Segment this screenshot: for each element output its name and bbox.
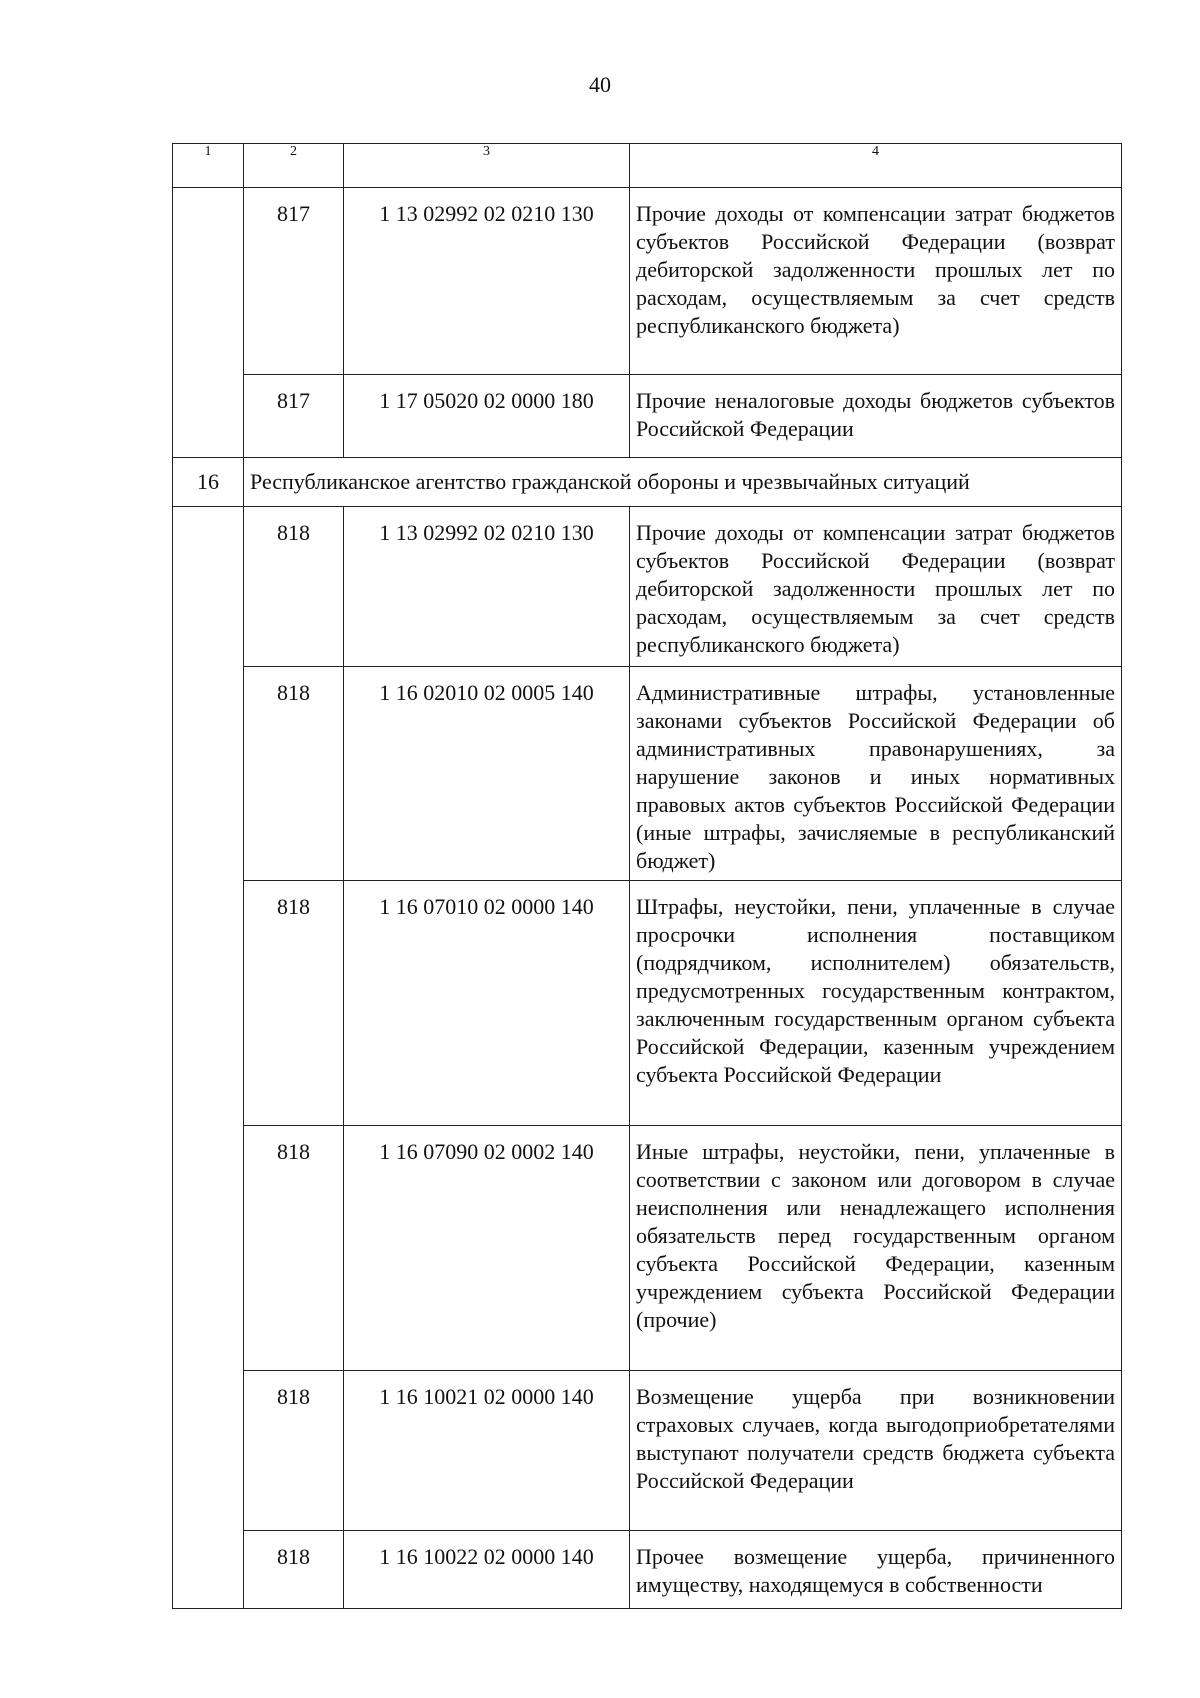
admin-code: 818 xyxy=(244,1371,344,1531)
table-row xyxy=(173,375,1122,458)
revenue-description: Прочие доходы от компенсации затрат бюджетов субъектов Российской Федерации (возврат дебиторской задолженности прошлых лет по расходам, осуществляемым за счет средств республиканского бюджета) xyxy=(630,188,1122,375)
revenue-description: Прочее возмещение ущерба, причиненного имуществу, находящемуся в собственности xyxy=(630,1531,1122,1609)
admin-code: 818 xyxy=(244,1126,344,1371)
revenue-description: Иные штрафы, неустойки, пени, уплаченные в соответствии с законом или договором в случае неисполнения или ненадлежащего исполнения обязательств перед государственным органом субъекта Российской Федерации, казенным учреждением субъекта Российской Федерации (прочие) xyxy=(630,1126,1122,1371)
table-row xyxy=(173,188,1122,375)
table-row xyxy=(173,1126,1122,1371)
revenue-code: 1 16 10021 02 0000 140 xyxy=(344,1371,630,1531)
page-number: 40 xyxy=(589,72,611,97)
table-row xyxy=(173,667,1122,881)
table-row xyxy=(173,1371,1122,1531)
admin-code: 818 xyxy=(244,1531,344,1609)
revenue-code: 1 16 07090 02 0002 140 xyxy=(344,1126,630,1371)
section-row xyxy=(173,458,1122,507)
revenue-code: 1 13 02992 02 0210 130 xyxy=(344,507,630,667)
revenue-code: 1 16 07010 02 0000 140 xyxy=(344,881,630,1126)
table-row xyxy=(173,507,1122,667)
header-col-4: 4 xyxy=(630,144,1122,188)
table-row xyxy=(173,1531,1122,1609)
admin-code: 817 xyxy=(244,188,344,375)
section-number: 16 xyxy=(173,458,244,507)
admin-code: 818 xyxy=(244,881,344,1126)
budget-revenue-table xyxy=(172,143,1122,1609)
table-row xyxy=(173,881,1122,1126)
header-col-3: 3 xyxy=(344,144,630,188)
header-col-2: 2 xyxy=(244,144,344,188)
revenue-description: Прочие неналоговые доходы бюджетов субъектов Российской Федерации xyxy=(630,375,1122,458)
revenue-description: Административные штрафы, установленные законами субъектов Российской Федерации об административных правонарушениях, за нарушение законов и иных нормативных правовых актов субъектов Российской Федерации (иные штрафы, зачисляемые в республиканский бюджет) xyxy=(630,667,1122,881)
admin-code: 817 xyxy=(244,375,344,458)
revenue-description: Штрафы, неустойки, пени, уплаченные в случае просрочки исполнения поставщиком (подрядчиком, исполнителем) обязательств, предусмотренных государственным контрактом, заключенным государственным органом субъекта Российской Федерации, казенным учреждением субъекта Российской Федерации xyxy=(630,881,1122,1126)
revenue-code: 1 13 02992 02 0210 130 xyxy=(344,188,630,375)
group-number-blank xyxy=(173,188,244,458)
admin-code: 818 xyxy=(244,667,344,881)
section-title: Республиканское агентство гражданской обороны и чрезвычайных ситуаций xyxy=(244,458,1122,507)
revenue-code: 1 17 05020 02 0000 180 xyxy=(344,375,630,458)
revenue-description: Прочие доходы от компенсации затрат бюджетов субъектов Российской Федерации (возврат дебиторской задолженности прошлых лет по расходам, осуществляемым за счет средств республиканского бюджета) xyxy=(630,507,1122,667)
revenue-code: 1 16 02010 02 0005 140 xyxy=(344,667,630,881)
admin-code: 818 xyxy=(244,507,344,667)
revenue-description: Возмещение ущерба при возникновении страховых случаев, когда выгодоприобретателями выступают получатели средств бюджета субъекта Российской Федерации xyxy=(630,1371,1122,1531)
revenue-code: 1 16 10022 02 0000 140 xyxy=(344,1531,630,1609)
table-header-row xyxy=(173,144,1122,188)
header-col-1: 1 xyxy=(173,144,244,188)
group-number-blank xyxy=(173,507,244,1609)
